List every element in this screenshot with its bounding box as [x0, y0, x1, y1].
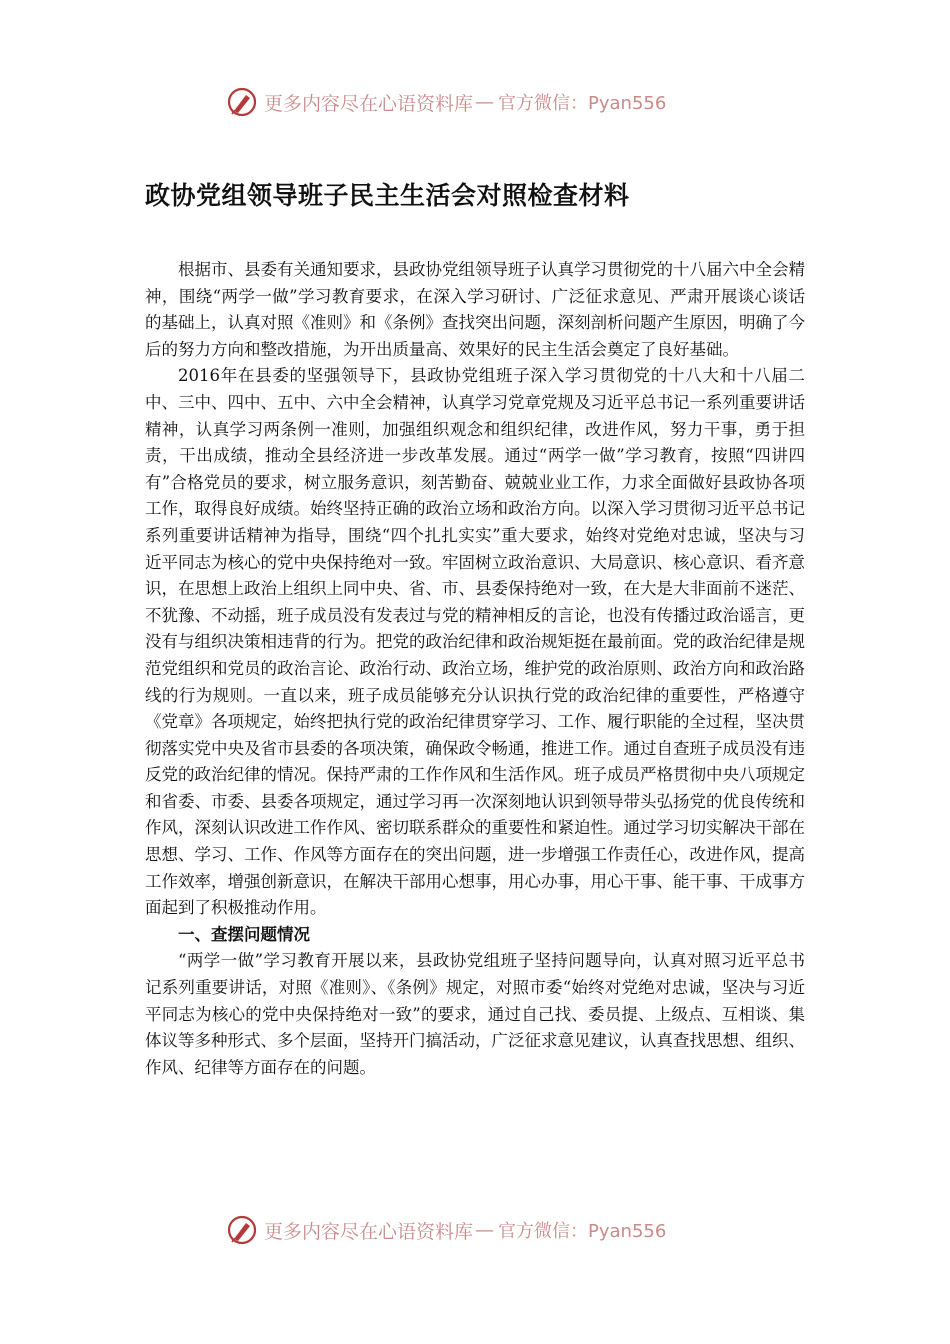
section-heading: 一、查摆问题情况	[178, 924, 310, 944]
banner-separator: —	[475, 1219, 495, 1241]
footer-banner	[226, 1210, 666, 1250]
document-title: 政协党组领导班子民主生活会对照检查材料	[145, 181, 630, 210]
banner-text: 更多内容尽在心语资料库	[264, 1220, 474, 1243]
header-banner	[226, 82, 666, 122]
logo-icon	[226, 86, 258, 118]
intro-paragraph: 根据市、县委有关通知要求，县政协党组领导班子认真学习贯彻党的十八届六中全会精神，围绕“两学一做”学习教育要求，在深入学习研讨、广泛征求意见、严肃开展谈心谈话的基础上，认真对照《准则》和《条例》查找突出问题，深刻剖析问题产生原因，明确了今后的努力方向和整改措施，为开出质量高、效果好的民主生活会奠定了良好基础。	[145, 260, 805, 359]
logo-icon	[226, 1214, 258, 1246]
document-body	[145, 257, 805, 1081]
banner-separator: —	[475, 91, 495, 113]
banner-wechat: 官方微信：Pyan556	[498, 1221, 667, 1242]
banner-wechat: 官方微信：Pyan556	[498, 93, 667, 114]
banner-text: 更多内容尽在心语资料库	[264, 92, 474, 115]
summary-paragraph: 2016年在县委的坚强领导下，县政协党组班子深入学习贯彻党的十八大和十八届二中、三中、四中、五中、六中全会精神，认真学习党章党规及习近平总书记一系列重要讲话精神，认真学习两条例一准则，加强组织观念和组织纪律，改进作风，努力干事，勇于担责，干出成绩，推动全县经济进一步改革发展。通过“两学一做”学习教育，按照“四讲四有”合格党员的要求，树立服务意识，刻苦勤奋、兢兢业业工作，力求全面做好县政协各项工作，取得良好成绩。始终坚持正确的政治立场和政治方向。以深入学习贯彻习近平总书记系列重要讲话精神为指导，围绕“四个扎扎实实”重大要求，始终对党绝对忠诚，坚决与习近平同志为核心的党中央保持绝对一致。牢固树立政治意识、大局意识、核心意识、看齐意识，在思想上政治上组织上同中央、省、市、县委保持绝对一致，在大是大非面前不迷茫、不犹豫、不动摇，班子成员没有发表过与党的精神相反的言论，也没有传播过政治谣言，更没有与组织决策相违背的行为。把党的政治纪律和政治规矩挺在最前面。党的政治纪律是规范党组织和党员的政治言论、政治行动、政治立场，维护党的政治原则、政治方向和政治路线的行为规则。一直以来，班子成员能够充分认识执行党的政治纪律的重要性，严格遵守《党章》各项规定，始终把执行党的政治纪律贯穿学习、工作、履行职能的全过程，坚决贯彻落实党中央及省市县委的各项决策，确保政令畅通，推进工作。通过自查班子成员没有违反党的政治纪律的情况。保持严肃的工作作风和生活作风。班子成员严格贯彻中央八项规定和省委、市委、县委各项规定，通过学习再一次深刻地认识到领导带头弘扬党的优良传统和作风，深刻认识改进工作作风、密切联系群众的重要性和紧迫性。通过学习切实解决干部在思想、学习、工作、作风等方面存在的突出问题，进一步增强工作责任心，改进作风，提高工作效率，增强创新意识，在解决干部用心想事，用心办事，用心干事、能干事、干成事方面起到了积极推动作用。	[145, 366, 805, 918]
section-paragraph: “两学一做”学习教育开展以来，县政协党组班子坚持问题导向，认真对照习近平总书记系列重要讲话，对照《准则》、《条例》规定，对照市委“始终对党绝对忠诚，坚决与习近平同志为核心的党中央保持绝对一致”的要求，通过自己找、委员提、上级点、互相谈、集体议等多种形式、多个层面，坚持开门搞活动，广泛征求意见建议，认真查找思想、组织、作风、纪律等方面存在的问题。	[145, 951, 805, 1077]
